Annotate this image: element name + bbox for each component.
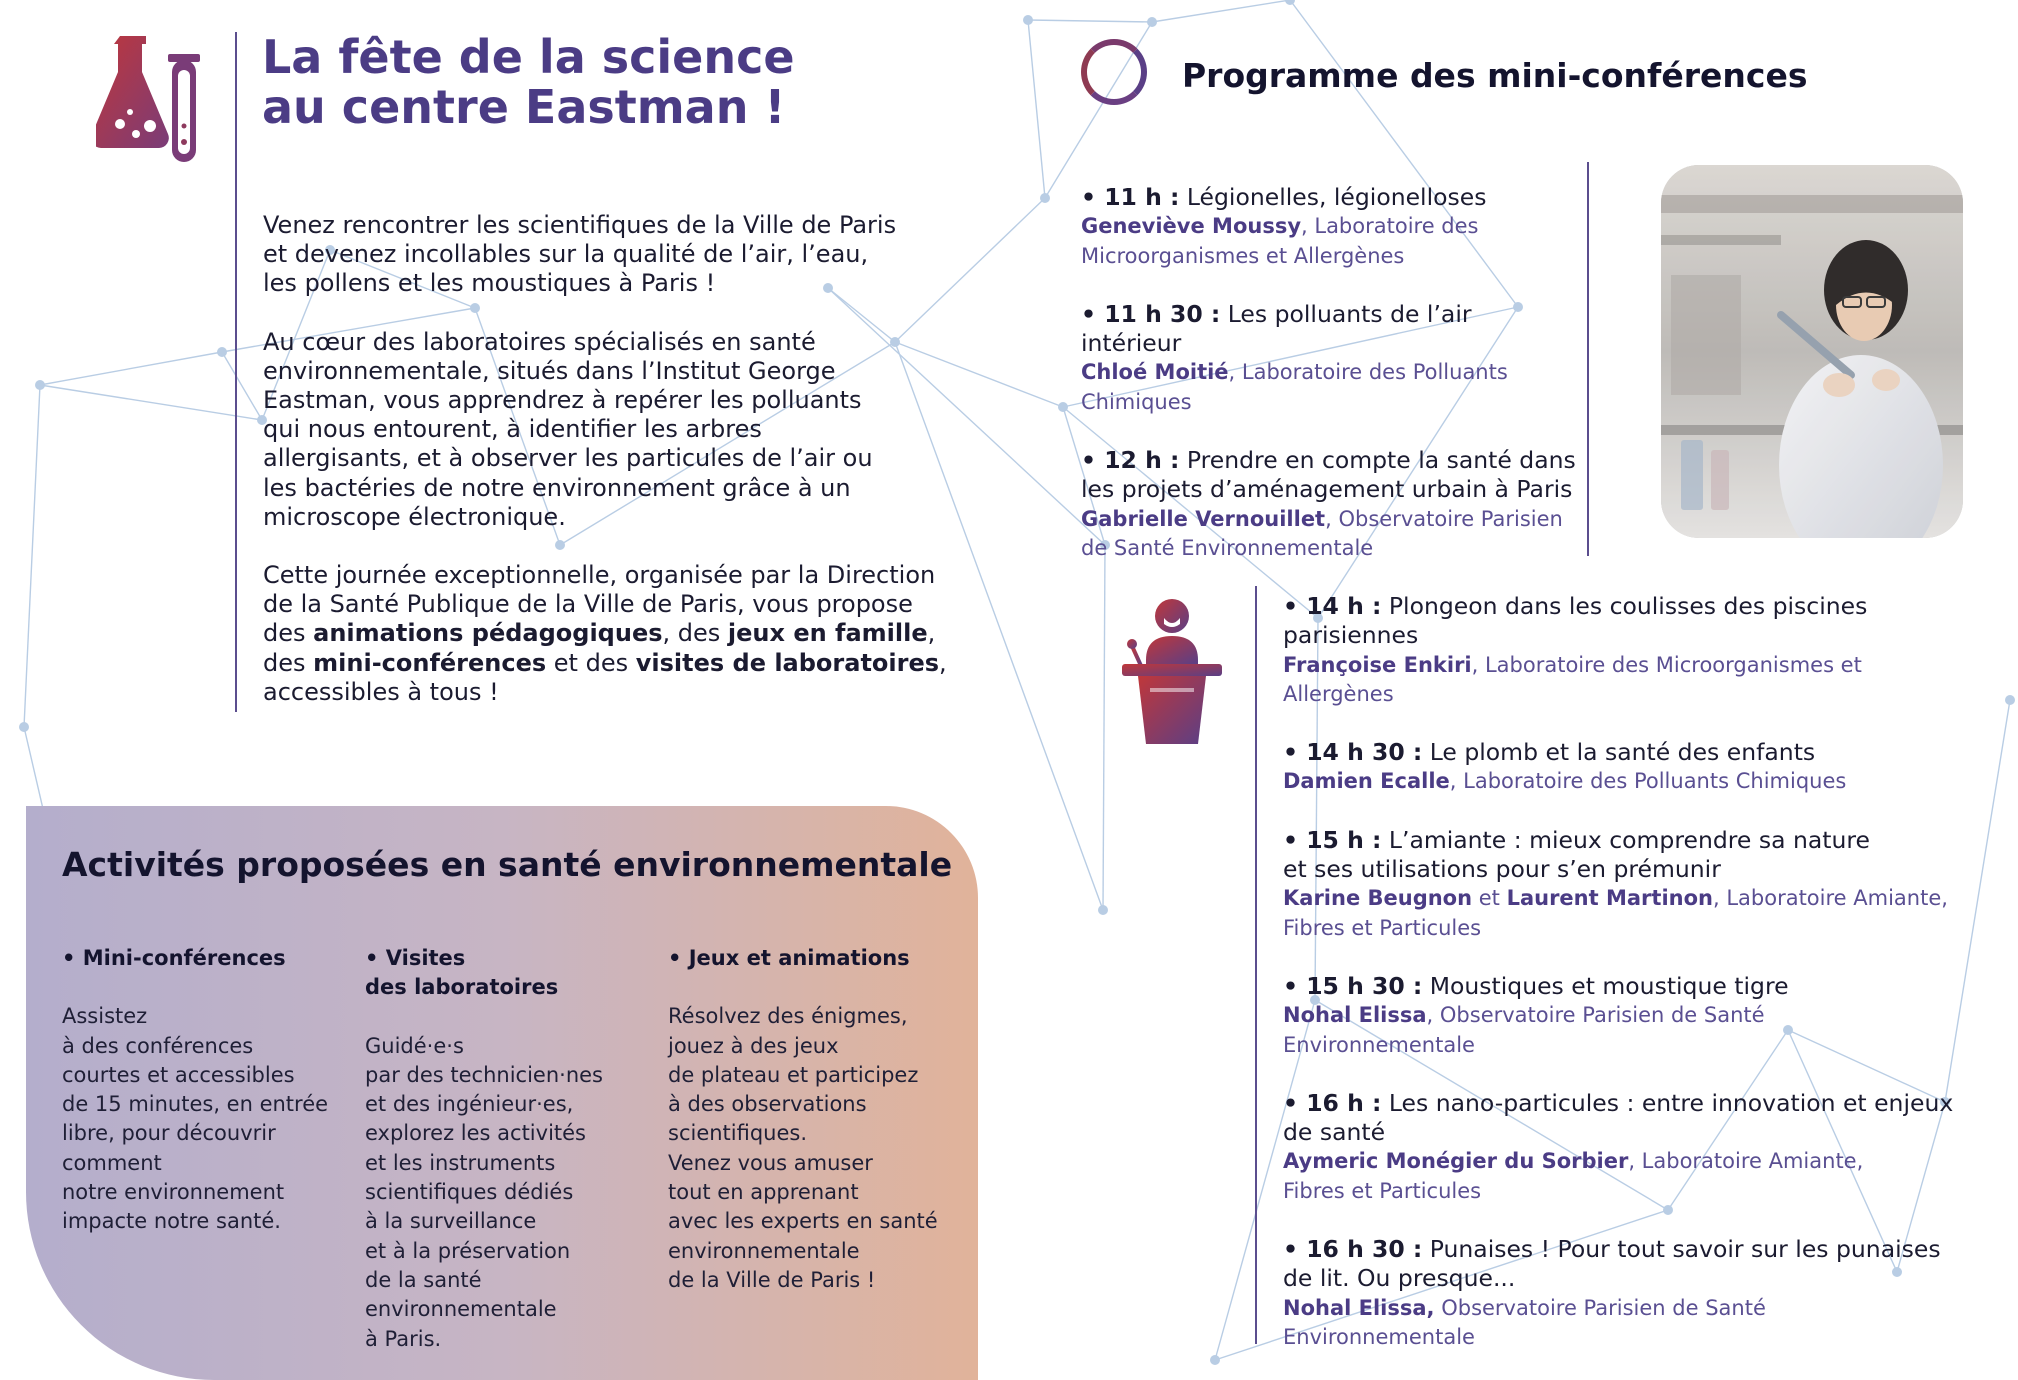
network-line [1028, 20, 1152, 22]
network-node [1210, 1355, 1220, 1365]
activity-column-mini-conferences [62, 944, 352, 1237]
activity-text: Assistez à des conférences courtes et accessibles de 15 minutes, en entrée libre, pour découvrir comment notre environnement impacte notre santé. [62, 1004, 329, 1234]
network-line [24, 385, 40, 727]
intro-text [263, 211, 963, 736]
activity-text: Résolvez des énigmes, jouez à des jeux de plateau et participez à des observations scientifiques. Venez vous amuser tout en apprenant avec les experts en santé environnementale de la Ville de Paris ! [668, 1004, 938, 1292]
page-title: La fête de la science au centre Eastman ! [262, 30, 795, 134]
talk-item: • 15 h 30 : Moustiques et moustique tigre Nohal Elissa, Observatoire Parisien de Santé Environnementale [1283, 971, 1789, 1057]
activity-column-jeux [668, 944, 968, 1295]
intro-paragraph-3: Cette journée exceptionnelle, organisée par la Direction de la Santé Publique de la Ville de Paris, vous propose des animations pédagogiques, des jeux en famille, des mini-conférences et des visites de laboratoires, accessibles à tous ! [263, 561, 947, 706]
talk-item: • 14 h : Plongeon dans les coulisses des piscines parisiennes Françoise Enkiri, Laboratoire des Microorganismes et Allergènes [1283, 592, 1868, 706]
talk-list-afternoon [1283, 592, 1963, 1352]
scientist-photo-illustration [1661, 165, 1963, 538]
speaker-podium-icon [1120, 596, 1224, 746]
activity-text: Guidé·e·s par des technicien·nes et des ingénieur·es, explorez les activités et les instruments scientifiques dédiés à la surveillance et à la préservation de la santé environnementale à Paris. [365, 1033, 603, 1351]
activity-heading: • Visites des laboratoires [365, 946, 559, 1000]
network-line [222, 352, 262, 420]
talk-item: • 16 h : Les nano-particules : entre innovation et enjeux de santé Aymeric Monégier du Sorbier, Laboratoire Amiante, Fibres et Particules [1283, 1088, 1954, 1203]
programme-divider-bottom [1255, 586, 1257, 1344]
talk-item: • 11 h 30 : Les polluants de l’air intérieur Chloé Moitié, Laboratoire des Polluants Chimiques [1081, 299, 1508, 414]
programme-divider-top [1587, 162, 1589, 556]
network-node [1098, 905, 1108, 915]
network-node [1040, 193, 1050, 203]
network-line [1103, 545, 1105, 910]
network-node [2005, 695, 2015, 705]
talk-item: • 12 h : Prendre en compte la santé dans les projets d’aménagement urbain à Paris Gabrielle Vernouillet, Observatoire Parisien de Santé Environnementale [1081, 446, 1576, 560]
network-line [1028, 20, 1045, 198]
header-divider [235, 32, 237, 712]
lab-flask-icon [96, 30, 206, 170]
network-node [1147, 17, 1157, 27]
activity-column-visites [365, 944, 655, 1354]
talk-item: • 11 h : Légionelles, légionelloses Geneviève Moussy, Laboratoire des Microorganismes et Allergènes [1081, 183, 1487, 268]
circle-ring-icon [1081, 39, 1147, 105]
activity-heading: • Mini-conférences [62, 946, 286, 970]
network-node [217, 347, 227, 357]
programme-title: Programme des mini-conférences [1182, 56, 1808, 95]
talk-item: • 15 h : L’amiante : mieux comprendre sa nature et ses utilisations pour s’en prémunir Karine Beugnon et Laurent Martinon, Laboratoire Amiante, Fibres et Particules [1283, 825, 1948, 940]
intro-paragraph-2: Au cœur des laboratoires spécialisés en santé environnementale, situés dans l’Institut George Eastman, vous apprendrez à repérer les polluants qui nous entourent, à identifier les arbres allergisants, et à observer les particules de l’air ou les bactéries de notre environnement grâce à un microscope électronique. [263, 327, 873, 531]
network-node [19, 722, 29, 732]
network-node [35, 380, 45, 390]
talk-item: • 14 h 30 : Le plomb et la santé des enfants Damien Ecalle, Laboratoire des Polluants Chimiques [1283, 738, 1847, 794]
intro-paragraph-1: Venez rencontrer les scientifiques de la Ville de Paris et devenez incollables sur la qualité de l’air, l’eau, les pollens et les moustiques à Paris ! [263, 211, 897, 298]
talk-list-morning [1081, 183, 1581, 563]
network-node [1058, 402, 1068, 412]
network-line [1152, 0, 1290, 22]
talk-item: • 16 h 30 : Punaises ! Pour tout savoir sur les punaises de lit. Ou presque... Nohal Elissa, Observatoire Parisien de Santé Environnementale [1283, 1235, 1941, 1349]
scientist-photo [1661, 165, 1963, 538]
activities-title: Activités proposées en santé environnementale [62, 845, 953, 884]
activity-heading: • Jeux et animations [668, 946, 910, 970]
network-line [40, 385, 262, 420]
network-line [40, 352, 222, 385]
network-node [1023, 15, 1033, 25]
